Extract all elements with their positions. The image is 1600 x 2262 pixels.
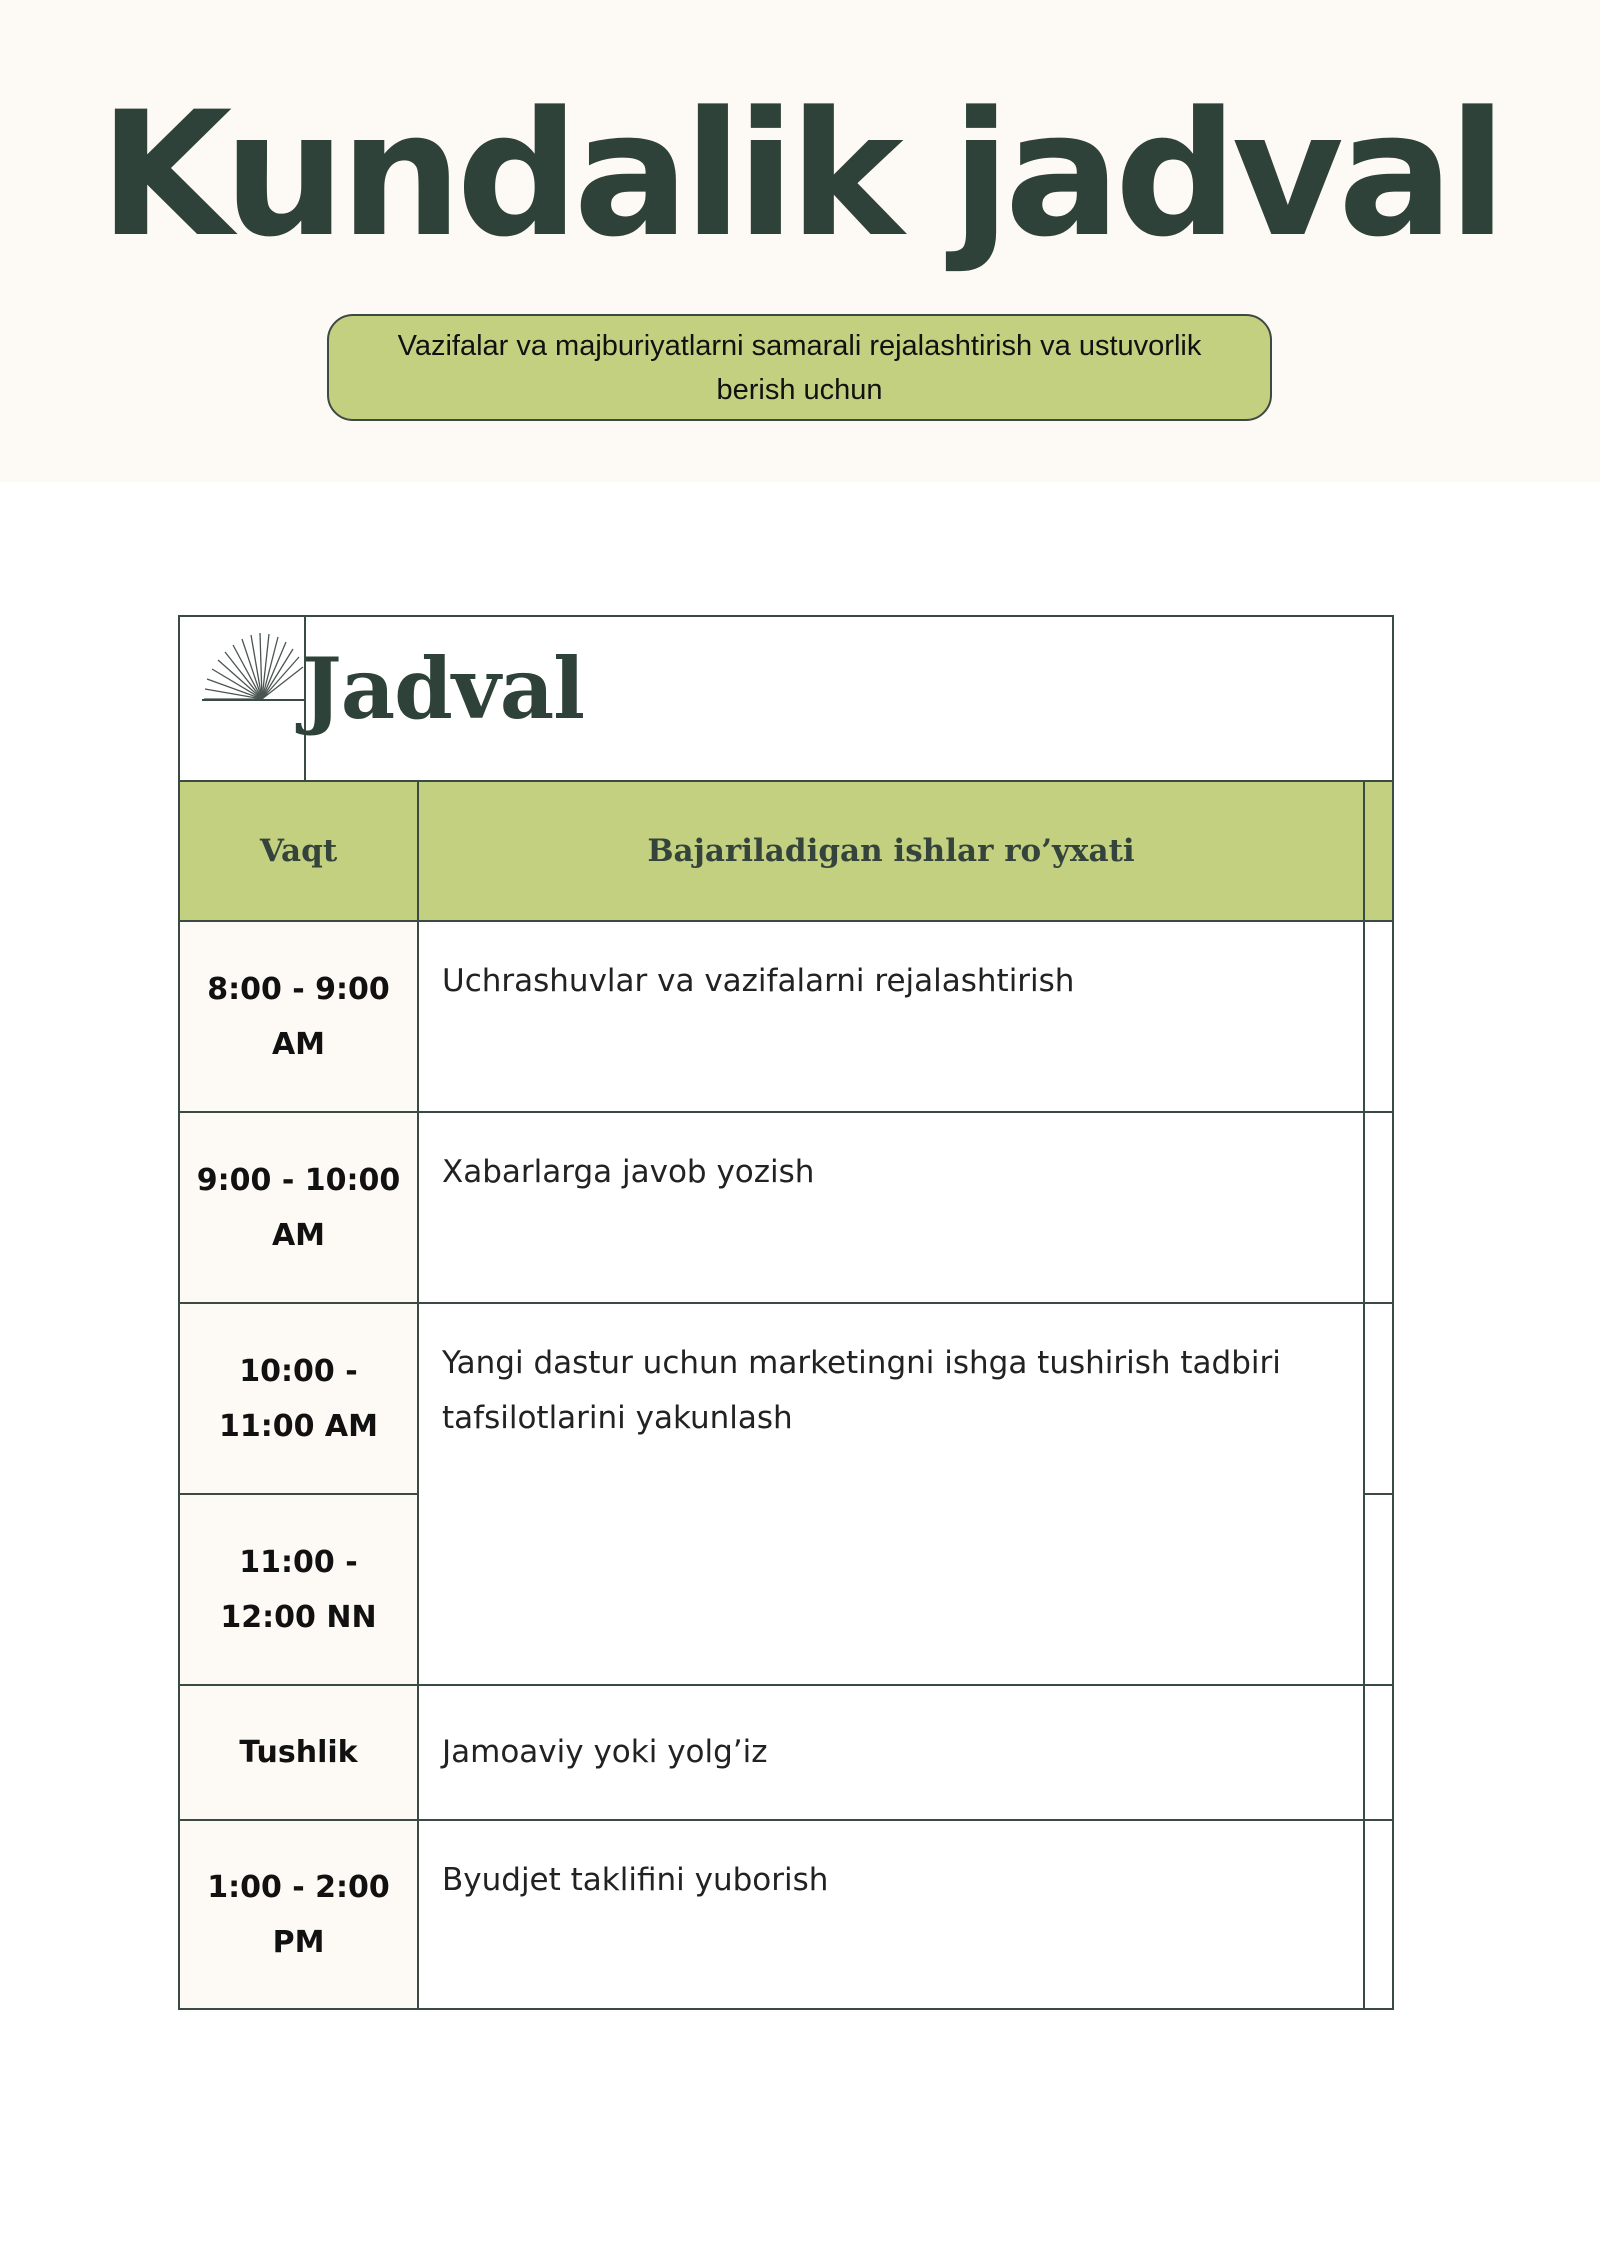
page-title: Kundalik jadval [99, 74, 1501, 275]
schedule-title: Jadval [302, 639, 585, 738]
row-divider [180, 1493, 419, 1495]
row-divider [1363, 1493, 1392, 1495]
time-cell: 11:00 - 12:00 NN [180, 1495, 417, 1684]
column-divider [1363, 782, 1365, 2008]
task-cell: Uchrashuvlar va vazifalarni rejalashtirish [442, 963, 1075, 999]
sunburst-icon [202, 631, 304, 701]
row-divider [180, 1302, 1392, 1304]
time-cell: 9:00 - 10:00 AM [180, 1113, 417, 1302]
table-header-row [180, 782, 1392, 922]
column-header-task: Bajariladigan ishlar ro’yxati [647, 833, 1135, 869]
row-divider [180, 1111, 1392, 1113]
schedule-table [178, 615, 1394, 2010]
decor-rule [202, 699, 306, 701]
subtitle-text: Vazifalar va majburiyatlarni samarali rejalashtirish va ustuvorlik berish uchun [397, 329, 1202, 406]
time-cell: 10:00 - 11:00 AM [180, 1304, 417, 1493]
task-cell: Jamoaviy yoki yolg’iz [442, 1734, 768, 1770]
column-divider [417, 782, 419, 2008]
subtitle-pill [327, 314, 1272, 421]
task-cell: Byudjet taklifini yuborish [442, 1862, 829, 1898]
schedule-header [180, 617, 1392, 782]
task-cell: Yangi dastur uchun marketingni ishga tushirish tadbiri tafsilotlarini yakunlash [442, 1345, 1281, 1436]
time-cell: 8:00 - 9:00 AM [180, 922, 417, 1111]
row-divider [180, 1819, 1392, 1821]
time-cell: Tushlik [180, 1686, 417, 1819]
task-cell: Xabarlarga javob yozish [442, 1154, 815, 1190]
row-divider [180, 1684, 1392, 1686]
time-cell: 1:00 - 2:00 PM [180, 1821, 417, 2008]
column-header-time: Vaqt [259, 833, 338, 869]
